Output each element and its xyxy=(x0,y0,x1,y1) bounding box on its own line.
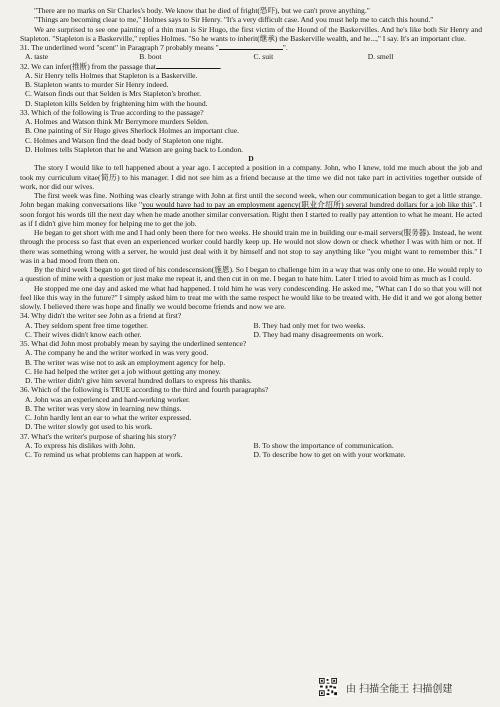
option: C. John hardly lent an ear to what the writer expressed. xyxy=(25,413,192,422)
question-stem-end: ". xyxy=(282,43,288,52)
question-34: 34. Why didn't the writer see John as a friend at first? xyxy=(20,311,182,321)
option: A. The company he and the writer worked in was very good. xyxy=(25,348,209,358)
option: D. The writer didn't give him several hundred dollars to express his thanks. xyxy=(25,376,252,385)
answer-blank xyxy=(156,62,220,69)
option: A. Sir Henry tells Holmes that Stapleton is a Baskerville. xyxy=(25,70,198,80)
option: B. To show the importance of communication. xyxy=(253,440,394,450)
question-32 xyxy=(20,62,482,71)
paragraph xyxy=(20,191,482,228)
options-37 xyxy=(20,450,482,459)
option: D. Stapleton kills Selden by frightening him with the hound. xyxy=(25,98,208,108)
section-heading: D xyxy=(248,154,254,163)
options-34 xyxy=(20,321,482,330)
paragraph: He stopped me one day and asked me what had happened. I told him he was very condescending. He asked me, "What can I do so that you will not feel like this way in the future?" I simply asked him to treat me with the same respect he would like to be treated with. He did it and we got along better slowly. I believed there was hope and finally we would become friends and now we are. xyxy=(20,283,482,311)
question-35: 35. What did John most probably mean by saying the underlined sentence? xyxy=(20,339,247,348)
paragraph: "There are no marks on Sir Charles's body. We know that he died of fright(恐吓), but we can't prove anything." xyxy=(34,6,370,15)
paragraph-text: The first week was fine. Nothing was clearly strange with John at first until the second week, when our communication began to get a little strange. John began making conversations like " xyxy=(20,191,482,210)
paragraph: We are surprised to see one painting of a thin man is Sir Hugo, the first victim of the Hound of the Baskervilles. And he's like both Sir Henry and Stapleton. "Stapleton is a Baskerville," replies Holmes. "So he wants to inherit(继承) the Baskerville wealth, and he...," I say. It's an important clue. xyxy=(20,24,482,43)
options-31 xyxy=(20,52,482,61)
option: A. They seldom spent free time together. xyxy=(25,320,149,330)
option: C. To remind us what problems can happen at work. xyxy=(25,450,183,459)
option: D. smell xyxy=(367,52,394,62)
option: D. They had many disagreements on work. xyxy=(253,329,384,339)
paragraph: He began to get short with me and I had only been there for two weeks. He should train me in building our e-mail servers(服务器). Instead, he went through the process so fast that even an experienced worker could hardly keep up. He would not slow down or check whether I was with him or not. If there was something wrong with a server, he would just deal with it by himself and not stop to say anything like "you might want to remember this." I was in a bad mood from then on. xyxy=(20,228,482,265)
option: C. Their wives didn't know each other. xyxy=(25,329,142,339)
paragraph: The story I would like to tell happened about a year ago. I accepted a position in a company. John, who I knew, told me much about the job and took my curriculum vitae(简历) to his manager. I did not see him as a friend because at the time we did not take part in activities together outside of work, nor did our wives. xyxy=(20,163,482,191)
underlined-sentence: you would have had to pay an employment agency(职业介绍所) several hundred dollars for a job like this xyxy=(142,200,473,210)
option: B. They had only met for two weeks. xyxy=(253,320,366,330)
answer-blank xyxy=(219,43,283,50)
question-36: 36. Which of the following is TRUE according to the third and fourth paragraphs? xyxy=(20,385,269,395)
question-stem-end: . xyxy=(219,61,222,71)
option: A. Holmes and Watson think Mr Berrymore murders Selden. xyxy=(25,117,209,126)
paragraph-text: ". I soon forgot his words till the next day when he made another similar conversation. Right then I started to really pay attention to what he meant. He acted as if I didn't give him money for helping me to get the job. xyxy=(20,200,482,228)
option: D. The writer slowly got used to his work. xyxy=(25,422,153,432)
option: C. suit xyxy=(253,52,274,62)
qr-code-icon xyxy=(318,677,338,697)
option: C. Holmes and Watson find the dead body of Stapleton one night. xyxy=(25,135,224,145)
option: B. The writer was wise not to ask an employment agency for help. xyxy=(25,357,226,367)
option: A. John was an experienced and hard-working worker. xyxy=(25,394,190,404)
option: B. The writer was very slow in learning new things. xyxy=(25,403,182,413)
exam-page xyxy=(20,6,482,459)
paragraph: "Things are becoming clear to me," Holmes says to Sir Henry. "It's a very difficult case. And you must help me to catch this hound." xyxy=(34,15,434,25)
option: A. To express his dislikes with John. xyxy=(25,440,136,450)
options-34 xyxy=(20,330,482,339)
option: C. He had helped the writer get a job without getting any money. xyxy=(25,366,221,376)
question-37: 37. What's the writer's purpose of sharing his story? xyxy=(20,431,177,441)
option: D. Holmes tells Stapleton that he and Watson are going back to London. xyxy=(25,144,244,154)
question-33: 33. Which of the following is True according to the passage? xyxy=(20,107,204,117)
option: D. To describe how to get on with your workmate. xyxy=(253,450,406,459)
option: B. boot xyxy=(139,52,162,62)
option: B. One painting of Sir Hugo gives Sherlock Holmes an important clue. xyxy=(25,126,239,136)
option: C. Watson finds out that Selden is Mrs Stapleton's brother. xyxy=(25,89,201,99)
option: A. taste xyxy=(25,52,49,62)
option: B. Stapleton wants to murder Sir Henry indeed. xyxy=(25,80,169,89)
scanner-footer xyxy=(318,676,498,698)
options-37 xyxy=(20,441,482,450)
question-31 xyxy=(20,43,482,52)
question-stem: 31. The underlined word "scent" in Paragraph 7 probably means " xyxy=(20,43,219,52)
question-stem: 32. We can infer(推断) from the passage that xyxy=(20,61,156,71)
paragraph: By the third week I began to get tired of his condescension(施恩). So I began to challenge him in a way that was only one to one. He would reply to a question of mine with a question or just make me repeat it, and then cut in on me. I began to hate him. Later I tried to avoid him as much as I could. xyxy=(20,265,482,284)
scanner-watermark: 由 扫描全能王 扫描创建 xyxy=(346,683,453,695)
